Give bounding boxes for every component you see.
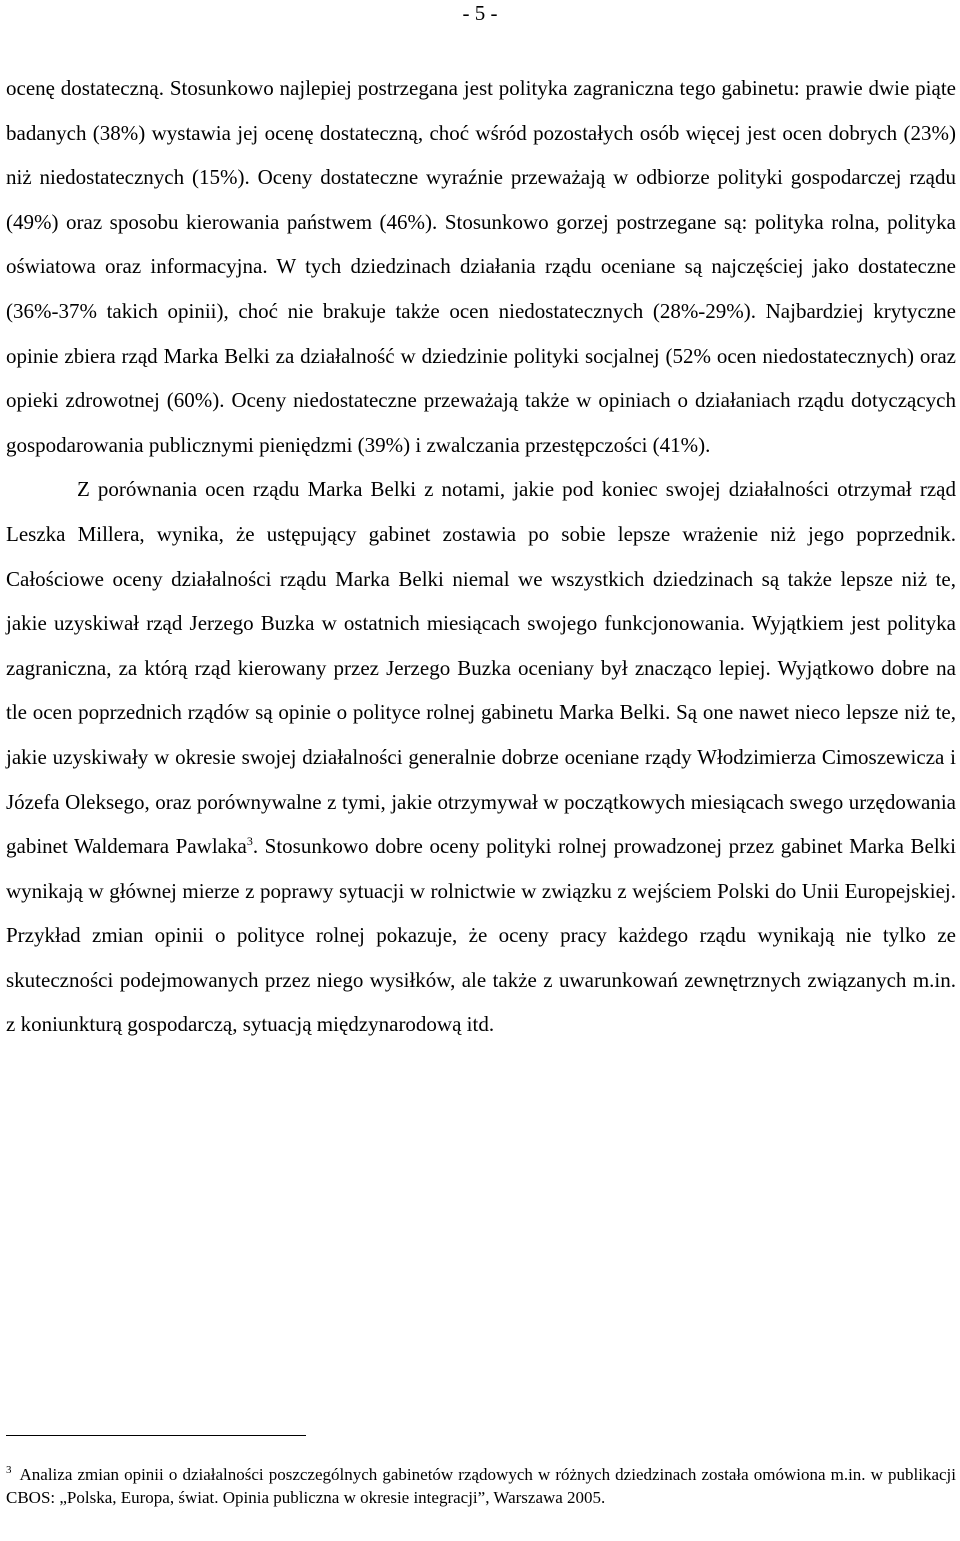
paragraph-1: ocenę dostateczną. Stosunkowo najlepiej postrzegana jest polityka zagraniczna tego gabinetu: prawie dwie piąte badanych (38%) wystawia jej ocenę dostateczną, choć wśród pozostałych osób więcej jest ocen dobrych (23%) niż niedostatecznych (15%). Oceny dostateczne wyraźnie przeważają w odbiorze polityki gospodarczej rządu (49%) oraz sposobu kierowania państwem (46%). Stosunkowo gorzej postrzegane są: polityka rolna, polityka oświatowa oraz informacyjna. W tych dziedzinach działania rządu oceniane są najczęściej jako dostateczne (36%-37% takich opinii), choć nie brakuje także ocen niedostatecznych (28%-29%). Najbardziej krytyczne opinie zbiera rząd Marka Belki za działalność w dziedzinie polityki socjalnej (52% ocen niedostatecznych) oraz opieki zdrowotnej (60%). Oceny niedostateczne przeważają także w opiniach o działaniach rządu dotyczących gospodarowania publicznymi pieniędzmi (39%) i zwalczania przestępczości (41%). xyxy=(6,76,956,457)
footnote-reference[interactable]: 3 xyxy=(246,834,253,849)
footnote-body: Analiza zmian opinii o działalności poszczególnych gabinetów rządowych w różnych dziedzinach została omówiona m.in. w publikacji CBOS: „Polska, Europa, świat. Opinia publiczna w okresie integracji”, Warszawa 2005. xyxy=(6,1465,956,1507)
footnote-separator xyxy=(6,1435,306,1436)
footnote-text xyxy=(6,1463,956,1509)
body-text xyxy=(6,66,956,1047)
paragraph-2 xyxy=(6,467,956,1047)
paragraph-2-text-after: . Stosunkowo dobre oceny polityki rolnej prowadzonej przez gabinet Marka Belki wynikają w głównej mierze z poprawy sytuacji w rolnictwie w związku z wejściem Polski do Unii Europejskiej. Przykład zmian opinii o polityce rolnej pokazuje, że oceny pracy każdego rządu wynikają nie tylko ze skuteczności podejmowanych przez niego wysiłków, ale także z uwarunkowań zewnętrznych związanych m.in. z koniunkturą gospodarczą, sytuacją międzynarodową itd. xyxy=(6,834,956,1037)
page-number: - 5 - xyxy=(462,1,498,25)
footnote xyxy=(6,1463,956,1509)
footnote-marker: 3 xyxy=(6,1464,12,1477)
paragraph-2-text-before: Z porównania ocen rządu Marka Belki z notami, jakie pod koniec swojej działalności otrzymał rząd Leszka Millera, wynika, że ustępujący gabinet zostawia po sobie lepsze wrażenie niż jego poprzednik. Całościowe oceny działalności rządu Marka Belki niemal we wszystkich dziedzinach są także lepsze niż te, jakie uzyskiwał rząd Jerzego Buzka w ostatnich miesiącach swojego funkcjonowania. Wyjątkiem jest polityka zagraniczna, za którą rząd kierowany przez Jerzego Buzka oceniany był znacząco lepiej. Wyjątkowo dobre na tle ocen poprzednich rządów są opinie o polityce rolnej gabinetu Marka Belki. Są one nawet nieco lepsze niż te, jakie uzyskiwały w okresie swojej działalności generalnie dobrze oceniane rządy Włodzimierza Cimoszewicza i Józefa Oleksego, oraz porównywalne z tymi, jakie otrzymywał w początkowych miesiącach swego urzędowania gabinet Waldemara Pawlaka xyxy=(6,477,956,859)
